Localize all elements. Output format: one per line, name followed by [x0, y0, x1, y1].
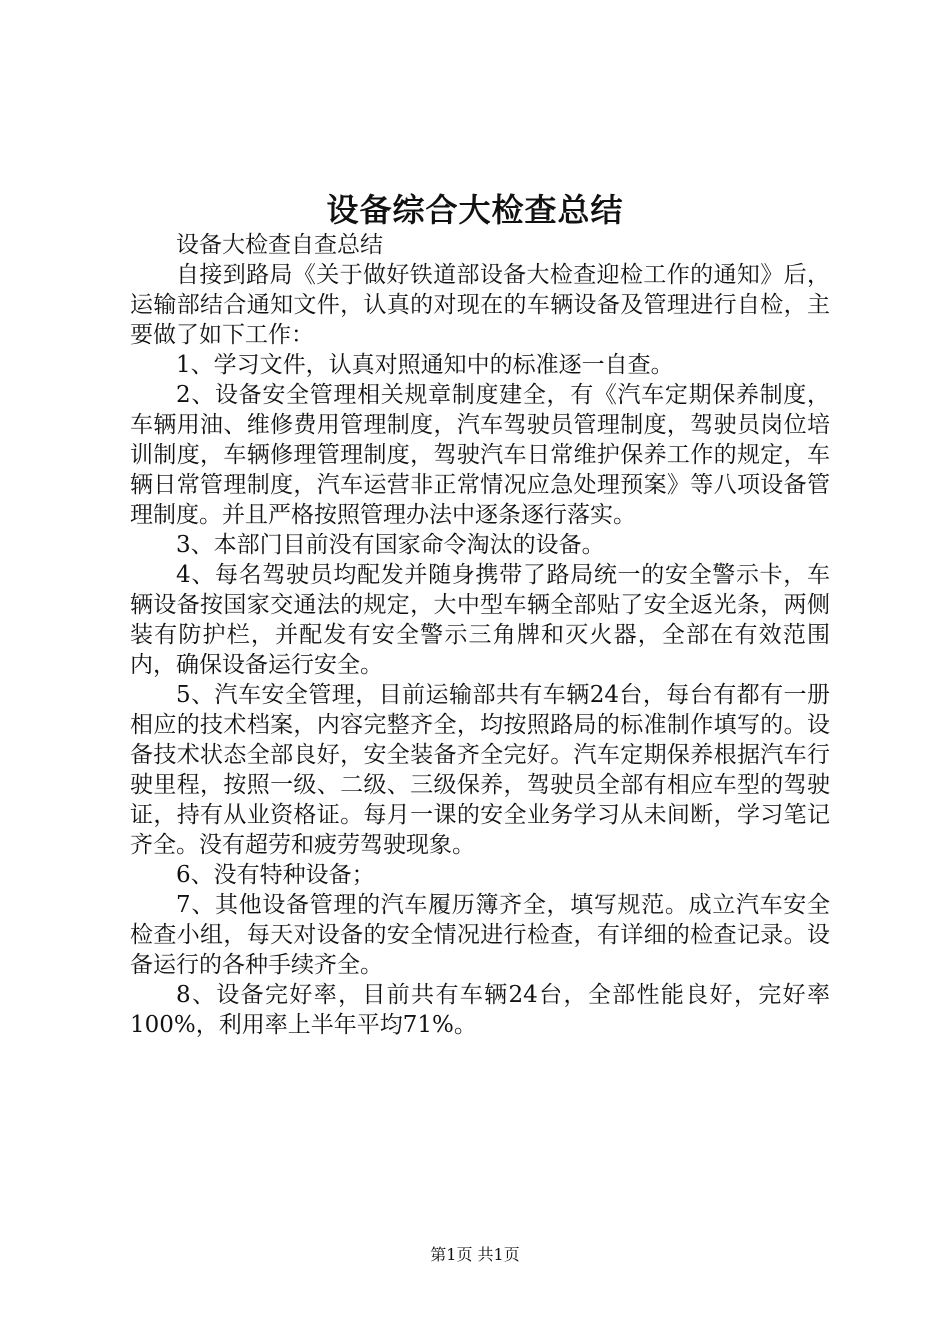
- paragraph-item-2: 2、设备安全管理相关规章制度建全，有《汽车定期保养制度，车辆用油、维修费用管理制度，汽车驾驶员管理制度，驾驶员岗位培训制度，车辆修理管理制度，驾驶汽车日常维护保养工作的规定，车辆日常管理制度，汽车运营非正常情况应急处理预案》等八项设备管理制度。并且严格按照管理办法中逐条逐行落实。: [130, 382, 830, 528]
- page-footer: 第1页 共1页: [430, 1245, 520, 1264]
- paragraph-item-7: 7、其他设备管理的汽车履历簿齐全，填写规范。成立汽车安全检查小组，每天对设备的安全情况进行检查，有详细的检查记录。设备运行的各种手续齐全。: [130, 892, 830, 978]
- paragraph-item-6: 6、没有特种设备；: [176, 862, 375, 888]
- page-title: 设备综合大检查总结: [326, 191, 624, 229]
- paragraph-item-3: 3、本部门目前没有国家命令淘汰的设备。: [176, 532, 605, 558]
- paragraph-item-5: 5、汽车安全管理，目前运输部共有车辆24台，每台有都有一册相应的技术档案，内容完整齐全，均按照路局的标准制作填写的。设备技术状态全部良好，安全装备齐全完好。汽车定期保养根据汽车行驶里程，按照一级、二级、三级保养，驾驶员全部有相应车型的驾驶证，持有从业资格证。每月一课的安全业务学习从未间断，学习笔记齐全。没有超劳和疲劳驾驶现象。: [130, 682, 830, 858]
- paragraph-subtitle: 设备大检查自查总结: [176, 232, 383, 258]
- document-body: [130, 230, 830, 1040]
- paragraph-item-1: 1、学习文件，认真对照通知中的标准逐一自查。: [176, 352, 674, 378]
- paragraph-item-8: 8、设备完好率，目前共有车辆24台，全部性能良好，完好率100%，利用率上半年平均71%。: [130, 982, 830, 1038]
- paragraph-item-4: 4、每名驾驶员均配发并随身携带了路局统一的安全警示卡，车辆设备按国家交通法的规定，大中型车辆全部贴了安全返光条，两侧装有防护栏，并配发有安全警示三角牌和灭火器，全部在有效范围内，确保设备运行安全。: [130, 562, 830, 678]
- paragraph-intro: 自接到路局《关于做好铁道部设备大检查迎检工作的通知》后，运输部结合通知文件，认真的对现在的车辆设备及管理进行自检，主要做了如下工作：: [130, 262, 830, 348]
